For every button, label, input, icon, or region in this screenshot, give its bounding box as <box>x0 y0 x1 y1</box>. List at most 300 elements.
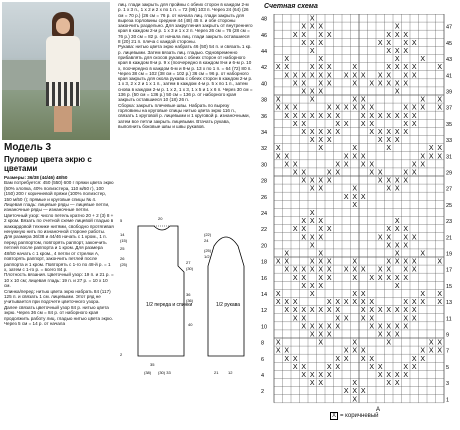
chart-stitch-x: X <box>437 145 443 153</box>
chart-stitch-x: X <box>411 161 417 169</box>
chart-stitch-x: X <box>437 258 443 266</box>
chart-stitch-x: X <box>360 291 366 298</box>
chart-stitch-x: X <box>343 347 349 355</box>
chart-stitch-x: X <box>352 291 358 298</box>
chart-stitch-x: X <box>386 48 392 55</box>
chart-stitch-x: X <box>369 104 375 112</box>
row-number-right: 19 <box>446 251 453 258</box>
chart-stitch-x: X <box>403 274 409 282</box>
chart-stitch-x: X <box>275 64 281 72</box>
chart-stitch-x: X <box>326 177 332 185</box>
materials-text: Вам потребуется: 450 (550) 600 г пряжи цвета экрю (50% хлопка, 40% полиэстера, 110 м/50 г), 100 (150) 200 г коричневой пряжи (100% полиэстер, 150 м/50 г); прямые и круговые спицы № 4. <box>4 180 114 202</box>
chart-stitch-x: X <box>352 145 358 153</box>
row-number-right: 9 <box>446 332 450 339</box>
continuation-text: лиц. глади закрыть для проймы с обеих сторон в каждом 2-м р. 1 х 3 п., 1 х 2 и 2 х по 1 п. = 72 (95) 103 п. Через 24 (64) (26 см = 70 р.) (26 см = 76 р. от начала лиц. глади закрыть для выреза горловины средние 44 (48) 45 п. и обе стороны закончить раздельно. Для закругления закрыть от внутреннего края в каждом 2-м р. 1 х 3 и 1 х 2 п. Через 26 см = 76 (28 см = 76 р.) 30 см = 82 р. от начала лиц. глади закрыть оставшиеся 8 (20) 21 п. плеча с каждой стороны. <box>118 2 253 45</box>
chart-stitch-x: X <box>420 56 426 64</box>
chart-stitch-x: X <box>403 80 409 88</box>
chart-stitch-x: X <box>411 299 417 307</box>
chart-stitch-x: X <box>335 315 341 323</box>
chart-stitch-x: X <box>386 258 392 266</box>
chart-stitch-x: X <box>292 363 298 371</box>
chart-stitch-x: X <box>369 299 375 307</box>
chart-stitch-x: X <box>369 315 375 323</box>
chart-stitch-x: X <box>301 266 307 274</box>
row-number-right: 27 <box>446 186 453 193</box>
chart-stitch-x: X <box>394 31 400 39</box>
dimension-label: (25) <box>120 262 128 267</box>
chart-stitch-x: X <box>292 80 298 88</box>
chart-stitch-x: X <box>369 363 375 371</box>
chart-stitch-x: X <box>318 266 324 274</box>
chart-stitch-x: X <box>335 363 341 371</box>
row-number-left: 48 <box>261 16 268 23</box>
chart-stitch-x: X <box>360 266 366 274</box>
chart-stitch-x: X <box>335 112 341 120</box>
chart-stitch-x: X <box>411 104 417 112</box>
chart-stitch-x: X <box>403 104 409 112</box>
row-number-left: 38 <box>261 97 268 104</box>
front-label: 1/2 переда и спинки <box>146 302 193 308</box>
chart-stitch-x: X <box>309 266 315 274</box>
dimension-label: 1/2 <box>204 254 210 259</box>
chart-stitch-x: X <box>360 120 366 128</box>
row-number-right: 7 <box>446 348 450 355</box>
chart-stitch-x: X <box>318 64 324 72</box>
row-number-left: 30 <box>261 162 268 169</box>
row-number-right: 17 <box>446 267 453 274</box>
chart-stitch-x: X <box>420 104 426 112</box>
chart-stitch-x: X <box>318 226 324 234</box>
chart-stitch-x: X <box>420 347 426 355</box>
chart-stitch-x: X <box>284 258 290 266</box>
chart-stitch-x: X <box>411 315 417 323</box>
chart-stitch-x: X <box>284 56 290 64</box>
chart-stitch-x: X <box>284 64 290 72</box>
chart-stitch-x: X <box>343 315 349 323</box>
chart-stitch-x: X <box>284 161 290 169</box>
chart-stitch-x: X <box>309 210 315 217</box>
chart-stitch-x: X <box>309 112 315 120</box>
chart-stitch-x: X <box>403 372 409 379</box>
chart-stitch-x: X <box>411 39 417 47</box>
chart-stitch-x: X <box>403 48 409 55</box>
dimension-label: (30) <box>186 266 194 271</box>
chart-stitch-x: X <box>420 355 426 363</box>
chart-stitch-x: X <box>360 112 366 120</box>
row-number-left: 18 <box>261 259 268 266</box>
chart-stitch-x: X <box>411 169 417 177</box>
chart-stitch-x: X <box>428 347 434 355</box>
chart-stitch-x: X <box>275 153 281 161</box>
dimension-label: (36) <box>186 298 194 303</box>
chart-stitch-x: X <box>437 96 443 104</box>
chart-stitch-x: X <box>411 64 417 72</box>
chart-stitch-x: X <box>318 23 324 31</box>
chart-stitch-x: X <box>411 234 417 242</box>
chart-stitch-x: X <box>343 266 349 274</box>
chart-stitch-x: X <box>343 104 349 112</box>
chart-stitch-x: X <box>352 266 358 274</box>
row-number-right: 31 <box>446 154 453 161</box>
chart-stitch-x: X <box>301 72 307 80</box>
chart-stitch-x: X <box>377 80 383 88</box>
chart-stitch-x: X <box>335 299 341 307</box>
row-number-right: 15 <box>446 283 453 290</box>
chart-stitch-x: X <box>386 31 392 39</box>
chart-stitch-x: X <box>386 129 392 136</box>
chart-stitch-x: X <box>309 64 315 72</box>
row-number-left: 46 <box>261 32 268 39</box>
chart-stitch-x: X <box>318 80 324 88</box>
row-number-left: 8 <box>261 340 265 347</box>
chart-stitch-x: X <box>309 242 315 250</box>
chart-stitch-x: X <box>403 112 409 120</box>
back-text: Спинка/перед: нитью цвета экрю набрать 84 (117) 125 п. и связать 1 см. лицевыми. Этот ряд не учитывается при подсчете цветочного узора. Далее связать цветочный узор 84 р. нитью цвета экрю. Через 36 см = 84 р. от наборного края продолжить работу лиц. гладью нитью цвета экрю. Через 5 см = 14 р. от начала <box>4 288 113 326</box>
chart-stitch-x: X <box>335 323 341 331</box>
chart-stitch-x: X <box>352 104 358 112</box>
chart-stitch-x: X <box>377 307 383 315</box>
chart-stitch-x: X <box>318 72 324 80</box>
sizes-value: Размеры: 36/38 (44/46) 48/50 <box>4 175 68 180</box>
body-outline <box>138 226 184 356</box>
chart-stitch-x: X <box>403 234 409 242</box>
chart-stitch-x: X <box>352 201 358 209</box>
chart-stitch-x: X <box>343 355 349 363</box>
chart-stitch-x: X <box>309 129 315 136</box>
chart-stitch-x: X <box>403 242 409 250</box>
chart-stitch-x: X <box>284 250 290 258</box>
chart-stitch-x: X <box>318 88 324 96</box>
row-number-right: 29 <box>446 170 453 177</box>
chart-stitch-x: X <box>318 372 324 379</box>
pattern-diagram-svg <box>118 206 254 406</box>
chart-stitch-x: X <box>318 258 324 266</box>
chart-stitch-x: X <box>284 104 290 112</box>
chart-stitch-x: X <box>318 56 324 64</box>
row-number-left: 36 <box>261 113 268 120</box>
chart-stitch-x: X <box>284 347 290 355</box>
row-number-right: 1 <box>446 397 450 404</box>
chart-stitch-x: X <box>377 177 383 185</box>
chart-stitch-x: X <box>292 355 298 363</box>
chart-stitch-x: X <box>326 169 332 177</box>
row-number-right: 35 <box>446 121 453 128</box>
chart-stitch-x: X <box>309 72 315 80</box>
chart-stitch-x: X <box>284 112 290 120</box>
chart-stitch-x: X <box>326 31 332 39</box>
chart-stitch-x: X <box>411 307 417 315</box>
dimension-label: (38) <box>144 370 152 375</box>
chart-stitch-x: X <box>411 112 417 120</box>
chart-stitch-x: X <box>377 137 383 145</box>
dimension-label: 14 <box>120 232 125 237</box>
chart-stitch-x: X <box>411 363 417 371</box>
dimension-label: 2 <box>120 352 123 357</box>
chart-stitch-x: X <box>394 177 400 185</box>
chart-stitch-x: X <box>335 169 341 177</box>
chart-stitch-x: X <box>403 266 409 274</box>
chart-stitch-x: X <box>437 347 443 355</box>
chart-stitch-x: X <box>377 331 383 339</box>
chart-stitch-x: X <box>377 112 383 120</box>
chart-stitch-x: X <box>292 169 298 177</box>
chart-stitch-x: X <box>318 307 324 315</box>
chart-stitch-x: X <box>343 120 349 128</box>
chart-stitch-x: X <box>318 323 324 331</box>
chart-stitch-x: X <box>326 112 332 120</box>
chart-stitch-x: X <box>394 274 400 282</box>
chart-stitch-x: X <box>437 153 443 161</box>
dimension-label: (22) <box>204 232 212 237</box>
chart-stitch-x: X <box>275 291 281 298</box>
chart-stitch-x: X <box>394 380 400 388</box>
dimension-label: (15) <box>120 238 128 243</box>
dimension-label: 25 <box>120 246 125 251</box>
chart-stitch-x: X <box>403 307 409 315</box>
dimension-label: (30) 33 <box>158 370 171 375</box>
row-number-left: 12 <box>261 308 268 315</box>
chart-stitch-x: X <box>437 291 443 298</box>
chart-stitch-x: X <box>403 129 409 136</box>
chart-stitch-x: X <box>292 112 298 120</box>
chart-stitch-x: X <box>428 339 434 347</box>
counting-chart <box>260 14 458 412</box>
chart-stitch-x: X <box>301 80 307 88</box>
chart-stitch-x: X <box>352 347 358 355</box>
product-title: Пуловер цвета экрю с цветами <box>4 155 92 173</box>
chart-stitch-x: X <box>360 104 366 112</box>
chart-stitch-x: X <box>420 153 426 161</box>
chart-stitch-x: X <box>326 299 332 307</box>
chart-stitch-x: X <box>275 299 281 307</box>
chart-stitch-x: X <box>377 363 383 371</box>
chart-stitch-x: X <box>420 250 426 258</box>
chart-stitch-x: X <box>343 299 349 307</box>
chart-stitch-x: X <box>318 380 324 388</box>
chart-stitch-x: X <box>343 72 349 80</box>
chart-stitch-x: X <box>394 226 400 234</box>
chart-stitch-x: X <box>394 282 400 290</box>
chart-stitch-x: X <box>326 64 332 72</box>
chart-stitch-x: X <box>284 266 290 274</box>
row-number-left: 28 <box>261 178 268 185</box>
chart-stitch-x: X <box>309 282 315 290</box>
chart-stitch-x: X <box>284 307 290 315</box>
chart-stitch-x: X <box>309 88 315 96</box>
chart-stitch-x: X <box>403 323 409 331</box>
middle-text-column <box>118 2 253 129</box>
chart-stitch-x: X <box>394 250 400 258</box>
chart-stitch-x: X <box>292 72 298 80</box>
left-text-column <box>4 140 114 326</box>
chart-stitch-x: X <box>318 250 324 258</box>
chart-stitch-x: X <box>377 169 383 177</box>
row-number-right: 5 <box>446 364 450 371</box>
chart-stitch-x: X <box>292 31 298 39</box>
chart-stitch-x: X <box>386 380 392 388</box>
chart-stitch-x: X <box>292 226 298 234</box>
chart-stitch-x: X <box>369 120 375 128</box>
chart-stitch-x: X <box>352 274 358 282</box>
chart-stitch-x: X <box>386 274 392 282</box>
chart-stitch-x: X <box>326 372 332 379</box>
chart-stitch-x: X <box>301 234 307 242</box>
chart-stitch-x: X <box>420 291 426 298</box>
chart-stitch-x: X <box>326 104 332 112</box>
chart-stitch-x: X <box>394 323 400 331</box>
dimension-label: 26 <box>120 256 125 261</box>
dimension-label: 24 <box>204 238 209 243</box>
chart-stitch-x: X <box>292 274 298 282</box>
chart-stitch-x: X <box>360 299 366 307</box>
chart-stitch-x: X <box>394 258 400 266</box>
chart-stitch-x: X <box>360 96 366 104</box>
chart-stitch-x: X <box>394 88 400 96</box>
chart-stitch-x: X <box>394 80 400 88</box>
chart-stitch-x: X <box>394 64 400 72</box>
chart-stitch-x: X <box>335 129 341 136</box>
chart-stitch-x: X <box>386 72 392 80</box>
chart-stitch-x: X <box>394 23 400 31</box>
chart-stitch-x: X <box>352 185 358 193</box>
photo-floral-hem <box>46 82 80 106</box>
chart-stitch-x: X <box>318 112 324 120</box>
dimension-label: 21 <box>214 370 219 375</box>
chart-stitch-x: X <box>309 96 315 104</box>
chart-stitch-x: X <box>369 80 375 88</box>
chart-stitch-x: X <box>377 372 383 379</box>
chart-stitch-x: X <box>292 315 298 323</box>
chart-stitch-x: X <box>284 299 290 307</box>
chart-stitch-x: X <box>309 380 315 388</box>
chart-stitch-x: X <box>386 226 392 234</box>
chart-stitch-x: X <box>318 339 324 347</box>
chart-stitch-x: X <box>386 39 392 47</box>
chart-stitch-x: X <box>343 153 349 161</box>
chart-stitch-x: X <box>352 153 358 161</box>
sleeves-text: Рукава: нитью цвета экрю набрать 46 (50) 54 п. и связать 1 кр. р. лицевыми. Затем вязать лиц. гладью. Одновременно прибавлять для скосов рукава с обеих сторон от наборного края в каждом 8-м р. 9 х (поочередно в каждом 8-м и 6-м р. 10 х, поочередно в каждом 6-м и 8-м р. 13 х по 1 п. = 64 (72) 80 п. Через 38 см = 102 (38 см = 102 р.) 36 см = 96 р. от наборного края закрыть для окола рукава с обеих сторон в каждом 2-м р. 1 х 3, 2 х 2 и 1 х 1 п., затем в каждом 4-м р. 5 х по 1 п., затем снова в каждом 2-м р. 1 х 2, 1 х 3, 1 х 5 и 1 х 6 п. Через 30 см = 136 р. (50 см = 136 р.) 50 см = 136 р. от наборного края закрыть оставшиеся 10 (18) 26 п. <box>118 44 253 103</box>
chart-stitch-x: X <box>403 39 409 47</box>
chart-stitch-x: X <box>352 64 358 72</box>
chart-stitch-x: X <box>318 331 324 339</box>
chart-stitch-x: X <box>394 218 400 226</box>
row-number-right: 45 <box>446 40 453 47</box>
chart-stitch-x: X <box>377 72 383 80</box>
photo-face <box>56 18 70 34</box>
chart-stitch-x: X <box>318 218 324 226</box>
chart-stitch-x: X <box>318 274 324 282</box>
chart-legend <box>330 412 379 420</box>
chart-stitch-x: X <box>352 96 358 104</box>
row-number-left: 24 <box>261 211 268 217</box>
chart-stitch-x: X <box>369 355 375 363</box>
model-photo <box>2 2 110 140</box>
row-number-right: 37 <box>446 105 453 112</box>
chart-stitch-x: X <box>369 161 375 169</box>
chart-stitch-x: X <box>360 161 366 169</box>
chart-stitch-x: X <box>309 307 315 315</box>
chart-stitch-x: X <box>309 234 315 242</box>
chart-stitch-x: X <box>275 104 281 112</box>
chart-stitch-x: X <box>386 80 392 88</box>
chart-stitch-x: X <box>326 137 332 145</box>
legend-swatch: X <box>331 413 336 419</box>
chart-stitch-x: X <box>309 137 315 145</box>
pattern-diagram <box>118 206 254 406</box>
chart-stitch-x: X <box>309 258 315 266</box>
chart-stitch-x: X <box>309 218 315 226</box>
chart-stitch-x: X <box>301 363 307 371</box>
chart-stitch-x: X <box>352 388 358 396</box>
chart-stitch-x: X <box>386 177 392 185</box>
chart-stitch-x: X <box>301 323 307 331</box>
dimension-label: 20 <box>158 216 163 221</box>
chart-stitch-x: X <box>352 396 358 404</box>
chart-stitch-x: X <box>360 193 366 201</box>
chart-stitch-x: X <box>394 307 400 315</box>
chart-stitch-x: X <box>411 258 417 266</box>
chart-stitch-x: X <box>301 372 307 379</box>
chart-stitch-x: X <box>403 64 409 72</box>
chart-stitch-x: X <box>326 226 332 234</box>
legend-label: = коричневый <box>340 413 379 419</box>
dimension-label: 27 <box>186 260 191 265</box>
chart-stitch-x: X <box>343 161 349 169</box>
chart-stitch-x: X <box>377 234 383 242</box>
chart-stitch-x: X <box>301 274 307 282</box>
photo-legs <box>54 106 72 132</box>
chart-stitch-x: X <box>420 96 426 104</box>
chart-stitch-x: X <box>377 323 383 331</box>
chart-stitch-x: X <box>326 266 332 274</box>
chart-stitch-x: X <box>326 258 332 266</box>
chart-stitch-x: X <box>292 266 298 274</box>
chart-stitch-x: X <box>335 161 341 169</box>
chart-stitch-x: X <box>301 315 307 323</box>
chart-stitch-x: X <box>360 355 366 363</box>
chart-stitch-x: X <box>326 80 332 88</box>
row-number-right: 11 <box>446 316 452 323</box>
chart-stitch-x: X <box>318 177 324 185</box>
chart-stitch-x: X <box>437 64 443 72</box>
row-number-right: 21 <box>446 235 453 242</box>
row-number-right: 23 <box>446 219 453 226</box>
chart-stitch-x: X <box>318 39 324 47</box>
chart-stitch-x: X <box>352 258 358 266</box>
chart-stitch-x: X <box>386 185 392 193</box>
chart-stitch-x: X <box>403 72 409 80</box>
sleeve-outline <box>208 237 244 356</box>
chart-stitch-x: X <box>352 80 358 88</box>
chart-stitch-x: X <box>309 39 315 47</box>
chart-stitch-x: X <box>386 137 392 145</box>
row-number-left: 4 <box>261 373 265 379</box>
row-number-left: 32 <box>261 146 268 153</box>
chart-stitch-x: X <box>360 347 366 355</box>
dimension-label: (25) <box>204 248 212 253</box>
chart-stitch-x: X <box>301 282 307 290</box>
chart-stitch-x: X <box>326 274 332 282</box>
chart-stitch-x: X <box>360 388 366 396</box>
chart-stitch-x: X <box>326 307 332 315</box>
chart-stitch-x: X <box>309 177 315 185</box>
chart-stitch-x: X <box>326 323 332 331</box>
row-number-left: 14 <box>261 292 268 298</box>
row-number-right: 39 <box>446 89 453 96</box>
chart-stitch-x: X <box>394 112 400 120</box>
chart-stitch-x: X <box>352 72 358 80</box>
chart-stitch-x: X <box>386 372 392 379</box>
